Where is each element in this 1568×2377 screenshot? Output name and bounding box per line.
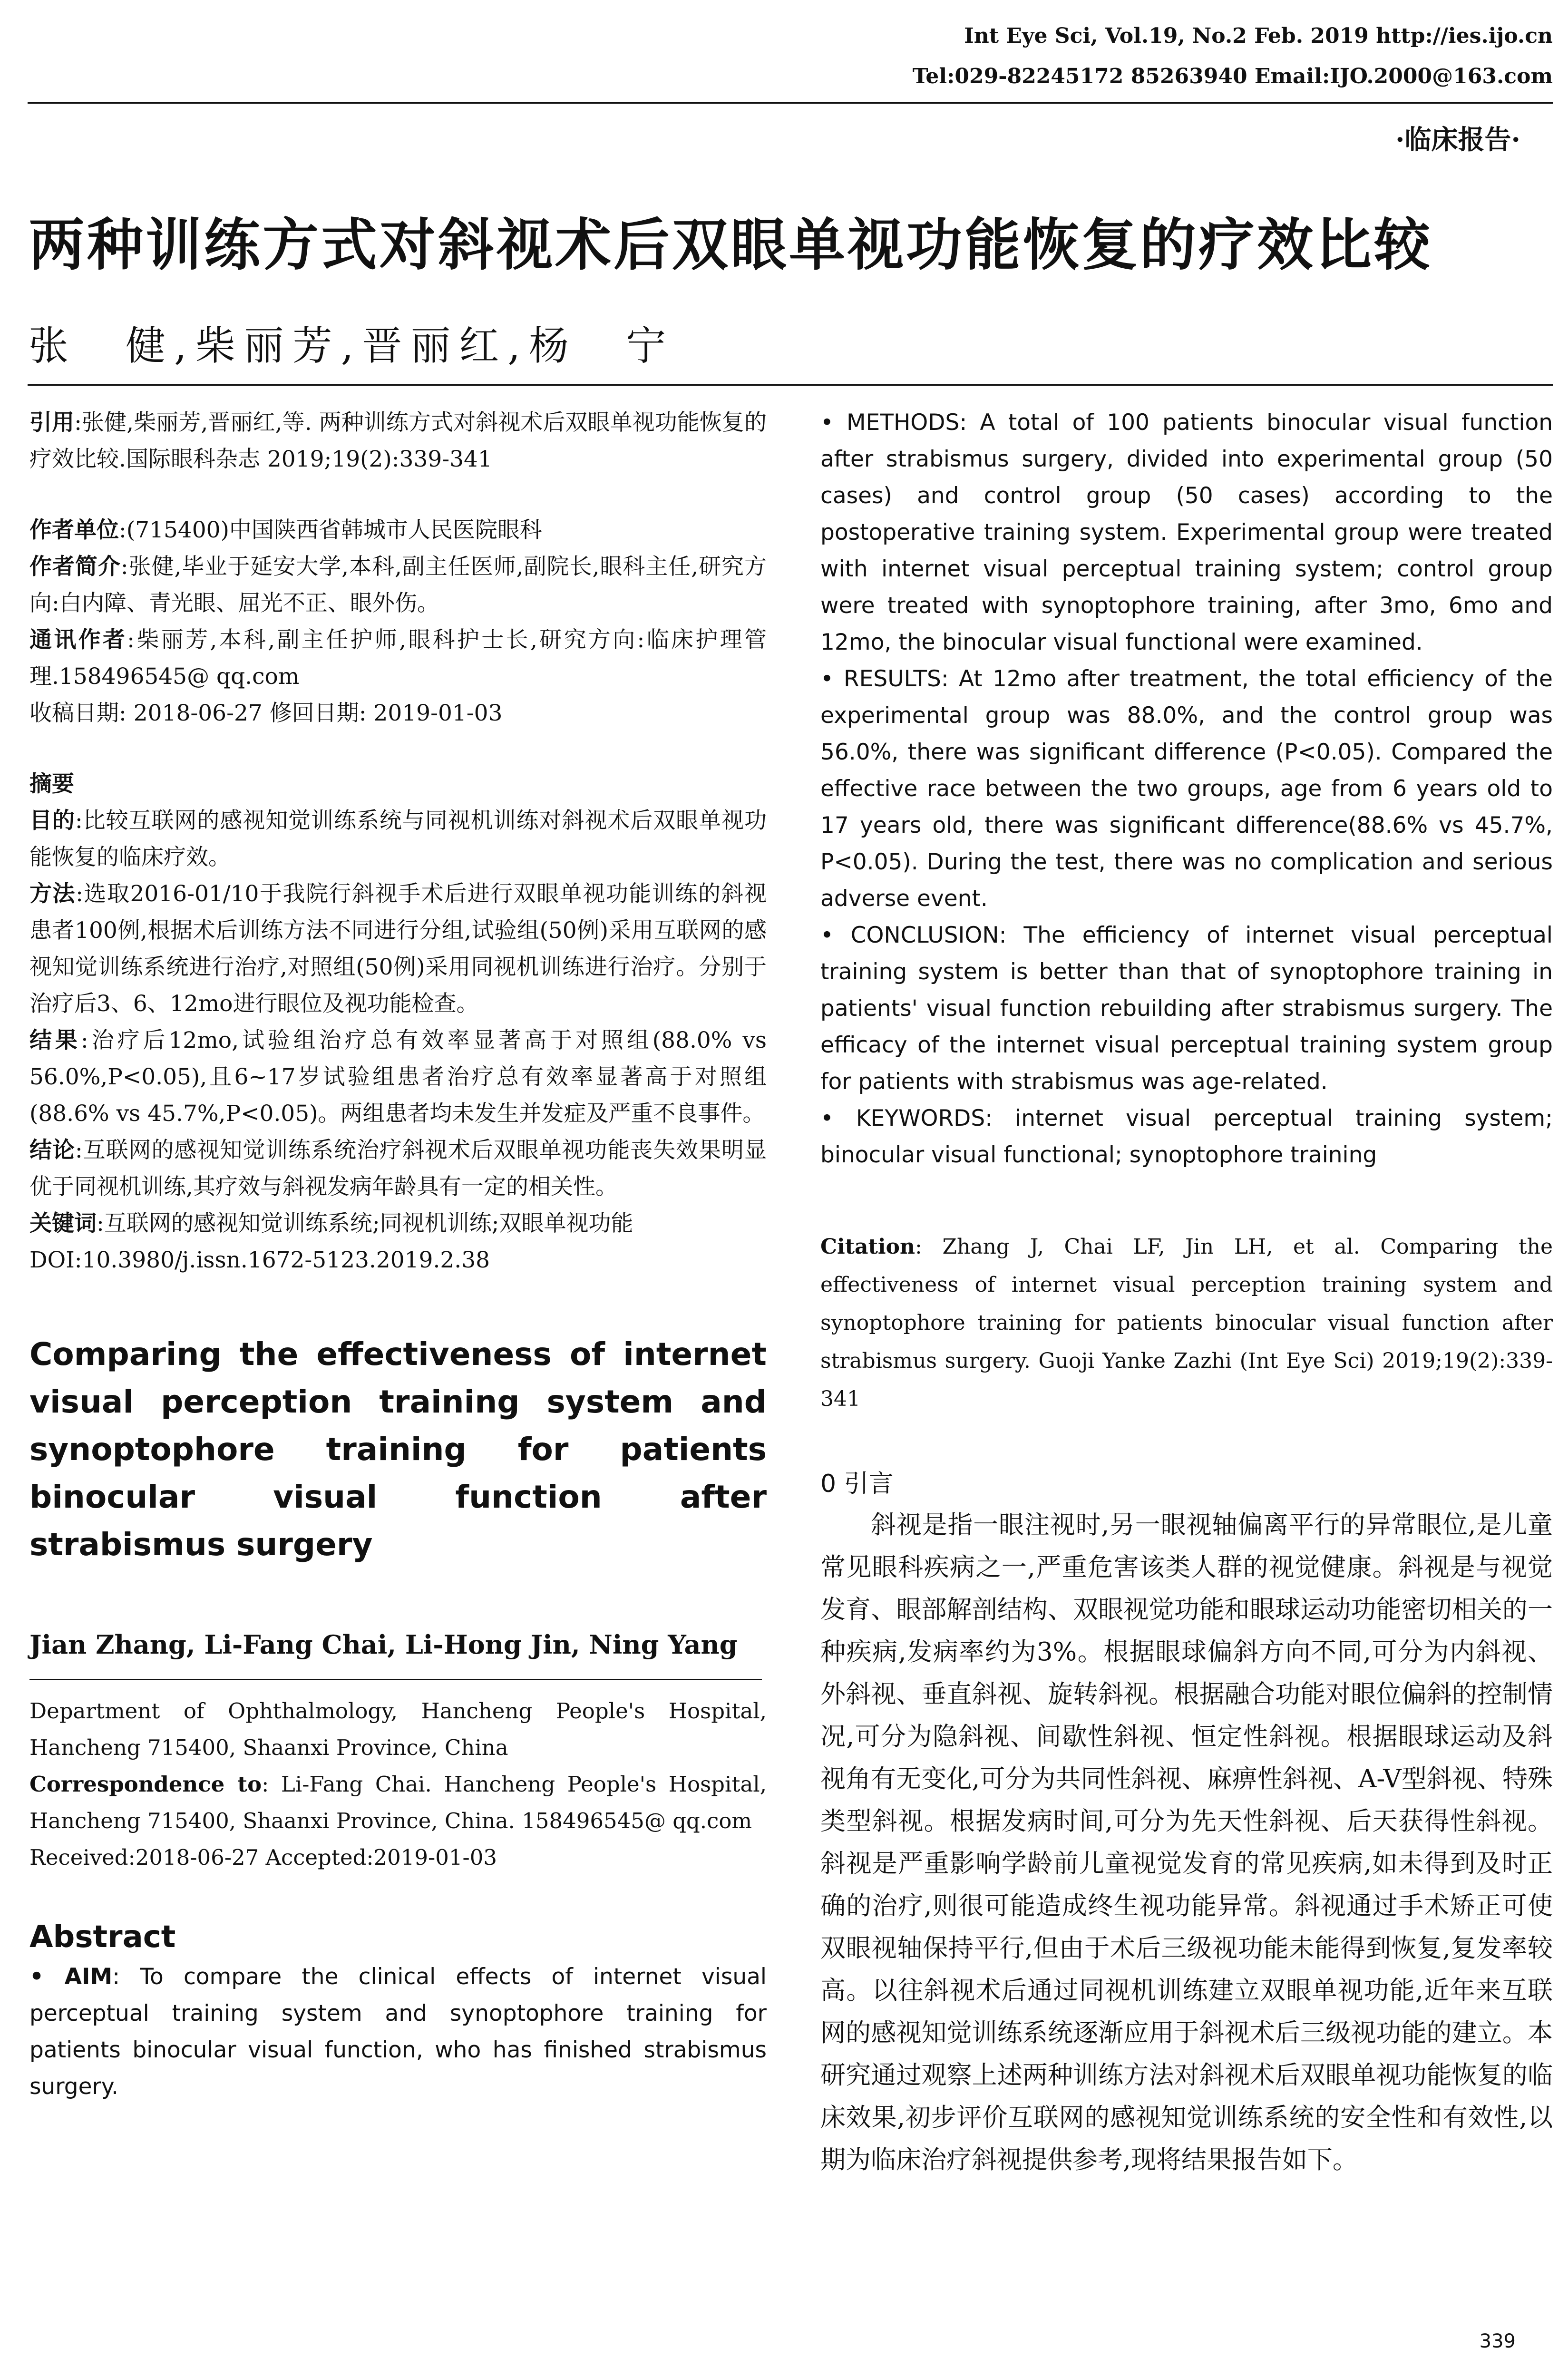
section-label: ·临床报告· xyxy=(1395,124,1520,156)
abstract-zh xyxy=(29,766,767,1278)
author-info xyxy=(29,512,767,731)
conclusion-zh-text: :互联网的感视知觉训练系统治疗斜视术后双眼单视功能丧失效果明显优于同视机训练,其疗效与斜视发病年龄具有一定的相关性。 xyxy=(29,1137,767,1200)
citation-en-text: : Zhang J, Chai LF, Jin LH, et al. Comparing the effectiveness of internet visual perception training system and synoptophore training for patients binocular visual function after strabismus surgery. Guoji Yanke Zazhi (Int Eye Sci) 2019;19(2):339-341 xyxy=(820,1235,1553,1411)
aim-zh-text: :比较互联网的感视知觉训练系统与同视机训练对斜视术后双眼单视功能恢复的临床疗效。 xyxy=(29,808,767,870)
header-rule xyxy=(28,102,1553,104)
result-zh-text: :治疗后12mo,试验组治疗总有效率显著高于对照组(88.0% vs 56.0%,P<0.05),且6~17岁试验组患者治疗总有效率显著高于对照组(88.6% vs 45.7%,P<0.05)。两组患者均未发生并发症及严重不良事件。 xyxy=(29,1027,767,1127)
dates-zh: 收稿日期: 2018-06-27 修回日期: 2019-01-03 xyxy=(29,700,503,726)
department: Department of Ophthalmology, Hancheng People's Hospital, Hancheng 715400, Shaanxi Province, China xyxy=(29,1698,767,1760)
received-accepted: Received:2018-06-27 Accepted:2019-01-03 xyxy=(29,1845,497,1870)
correspondence-label: Correspondence to xyxy=(29,1772,262,1797)
citation-en-label: Citation xyxy=(820,1235,915,1259)
keywords-label: • KEYWORDS xyxy=(820,1105,985,1131)
citation-zh xyxy=(29,404,767,477)
abstract-heading: Abstract xyxy=(29,1919,176,1955)
keywords-zh-label: 关键词 xyxy=(29,1210,97,1237)
conclusion-zh-label: 结论 xyxy=(29,1137,75,1163)
results-label: • RESULTS xyxy=(820,666,941,692)
english-authors: Jian Zhang, Li-Fang Chai, Li-Hong Jin, Ning Yang xyxy=(29,1629,738,1660)
keywords-text: : internet visual perceptual training system; binocular visual functional; synoptophore training xyxy=(820,1105,1553,1168)
intro-heading: 0 引言 xyxy=(820,1470,894,1498)
correspondence-text: : Li-Fang Chai. Hancheng People's Hospital, Hancheng 715400, Shaanxi Province, China. 158496545@ qq.com xyxy=(29,1772,767,1833)
keywords-zh-text: :互联网的感视知觉训练系统;同视机训练;双眼单视功能 xyxy=(97,1210,633,1237)
unit-label: 作者单位 xyxy=(29,517,119,543)
abstract-en-continued xyxy=(820,404,1553,1173)
doi: DOI:10.3980/j.issn.1672-5123.2019.2.38 xyxy=(29,1247,490,1273)
method-zh-label: 方法 xyxy=(29,881,76,907)
unit-text: :(715400)中国陕西省韩城市人民医院眼科 xyxy=(119,517,542,543)
journal-header-line: Int Eye Sci, Vol.19, No.2 Feb. 2019 http://ies.ijo.cn xyxy=(964,24,1553,48)
intro-paragraph: 斜视是指一眼注视时,另一眼视轴偏离平行的异常眼位,是儿童常见眼科疾病之一,严重危害该类人群的视觉健康。斜视是与视觉发育、眼部解剖结构、双眼视觉功能和眼球运动功能密切相关的一种疾病,发病率约为3%。根据眼球偏斜方向不同,可分为内斜视、外斜视、垂直斜视、旋转斜视。根据融合功能对眼位偏斜的控制情况,可分为隐斜视、间歇性斜视、恒定性斜视。根据眼球运动及斜视角有无变化,可分为共同性斜视、麻痹性斜视、A-V型斜视、特殊类型斜视。根据发病时间,可分为先天性斜视、后天获得性斜视。斜视是严重影响学龄前儿童视觉发育的常见疾病,如未得到及时正确的治疗,则很可能造成终生视功能异常。斜视通过手术矫正可使双眼视轴保持平行,但由于术后三级视功能未能得到恢复,复发率较高。以往斜视术后通过同视机训练建立双眼单视功能,近年来互联网的感视知觉训练系统逐渐应用于斜视术后三级视功能的建立。本研究通过观察上述两种训练方法对斜视术后双眼单视功能恢复的临床效果,初步评价互联网的感视知觉训练系统的安全性和有效性,以期为临床治疗斜视提供参考,现将结果报告如下。 xyxy=(820,1510,1553,2174)
aim-zh-label: 目的 xyxy=(29,808,75,834)
corr-label: 通讯作者 xyxy=(29,627,127,653)
results-text: : At 12mo after treatment, the total efficiency of the experimental group was 88.0%, and the control group was 56.0%, there was significant difference (P<0.05). Compared the effective race between the two groups, age from 6 years old to 17 years old, there was significant difference(88.6% vs 45.7%, P<0.05). During the test, there was no complication and serious adverse event. xyxy=(820,666,1553,912)
methods-label: • METHODS xyxy=(820,409,960,436)
affiliation-rule xyxy=(29,1679,762,1680)
bio-text: :张健,毕业于延安大学,本科,副主任医师,副院长,眼科主任,研究方向:白内障、青光眼、屈光不正、眼外伤。 xyxy=(29,554,767,616)
methods-text: : A total of 100 patients binocular visual function after strabismus surgery, divided into experimental group (50 cases) and control group (50 cases) according to the postoperative training system. Experimental group were treated with internet visual perceptual training system; control group were treated with synoptophore training, after 3mo, 6mo and 12mo, the binocular visual functional were examined. xyxy=(820,409,1553,655)
corr-text: :柴丽芳,本科,副主任护师,眼科护士长,研究方向:临床护理管理.158496545@ qq.com xyxy=(29,627,767,690)
right-column xyxy=(820,404,1553,2181)
english-title: Comparing the effectiveness of internet visual perception training system and synoptophore training for patients binocular visual function after strabismus surgery xyxy=(29,1336,767,1563)
authors-zh: 张 健,柴丽芳,晋丽红,杨 宁 xyxy=(29,322,675,369)
citation-zh-text: :张健,柴丽芳,晋丽红,等. 两种训练方式对斜视术后双眼单视功能恢复的疗效比较.国际眼科杂志 2019;19(2):339-341 xyxy=(29,409,767,472)
aim-en-text: : To compare the clinical effects of internet visual perceptual training system and synoptophore training for patients binocular visual function, who has finished strabismus surgery. xyxy=(29,1964,767,2100)
conclusion-label: • CONCLUSION xyxy=(820,922,999,948)
aim-en-label: • AIM xyxy=(29,1964,113,1990)
aim-en xyxy=(29,1958,767,2105)
authors-rule xyxy=(28,384,1553,386)
left-column xyxy=(29,404,767,2105)
page-title: 两种训练方式对斜视术后双眼单视功能恢复的疗效比较 xyxy=(29,212,1433,278)
citation-zh-label: 引用 xyxy=(29,409,75,436)
citation-en xyxy=(820,1228,1553,1418)
conclusion-text: : The efficiency of internet visual perceptual training system is better than that of synoptophore training in patients' visual function rebuilding after strabismus surgery. The efficacy of the internet visual perceptual training system group for patients with strabismus was age-related. xyxy=(820,922,1553,1095)
affiliation-block xyxy=(29,1693,767,1876)
abstract-zh-heading: 摘要 xyxy=(29,771,74,797)
page-number: 339 xyxy=(1479,2330,1516,2352)
contact-header-line: Tel:029-82245172 85263940 Email:IJO.2000@163.com xyxy=(912,64,1553,88)
bio-label: 作者简介 xyxy=(29,554,121,580)
method-zh-text: :选取2016-01/10于我院行斜视手术后进行双眼单视功能训练的斜视患者100例,根据术后训练方法不同进行分组,试验组(50例)采用互联网的感视知觉训练系统进行治疗,对照组(50例)采用同视机训练进行治疗。分别于治疗后3、6、12mo进行眼位及视功能检查。 xyxy=(29,881,767,1017)
result-zh-label: 结果 xyxy=(29,1027,81,1053)
